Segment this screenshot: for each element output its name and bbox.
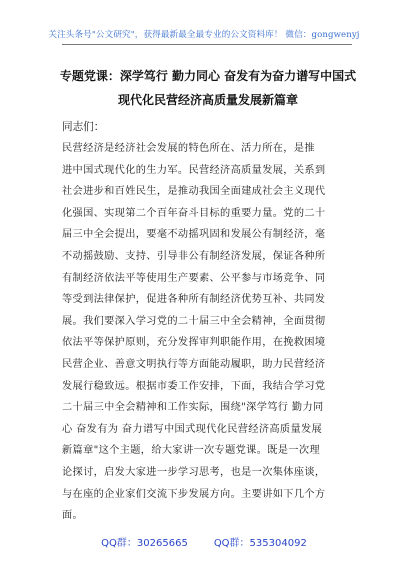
body-line: 依法平等保护原则，充分发挥审判职能作用，在挽救困境 [62,337,326,349]
body-line: 不动摇鼓励、支持、引导非公有制经济发展，保证各种所 [62,250,326,262]
document-title-line-2: 现代化民营经济高质量发展新篇章 [117,93,298,107]
body-line: 社会进步和百姓民生，是推动我国全面建成社会主义现代 [62,186,326,198]
footer-contact [0,534,408,549]
document-title [58,64,358,112]
body-line: 心 奋发有为 奋力谱写中国式现代化民营经济高质量发展 [62,423,323,435]
body-line: 民营经济是经济社会发展的特色所在、活力所在，是推 [62,143,315,154]
body-paragraph [62,138,358,527]
body-line: 届三中全会提出，要毫不动摇巩固和发展公有制经济，毫 [62,229,326,241]
body-line: 与在座的企业家们交流下步发展方向。主要讲如下几个方 [62,488,326,500]
body-line: 论探讨，启发大家进一步学习思考，也是一次集体座谈， [62,466,326,478]
body-line: 化强国、实现第二个百年奋斗目标的重要力量。党的二十 [62,207,326,219]
body-line: 有制经济依法平等使用生产要素、公平参与市场竞争、同 [62,272,326,284]
body-line: 进中国式现代化的生力军。民营经济高质量发展，关系到 [62,164,326,176]
body-line: 二十届三中全会精神和工作实际，围绕"深学笃行 勤力同 [62,402,324,414]
document-title-line-1: 专题党课：深学笃行 勤力同心 奋发有为奋力谱写中国式 [59,69,357,83]
header-promo-note: 关注头条号"公文研究"，获得最新最全最专业的公文资料库！ 微信：gongwenyj [48,30,360,40]
body-line: 民营企业、善意文明执行等方面能动履职，助力民营经济 [62,358,326,370]
body-line: 发展行稳致远。根据市委工作安排，下面，我结合学习党 [62,380,326,392]
header-divider [62,44,352,45]
body-line: 新篇章"这个主题，给大家讲一次专题党课。既是一次理 [62,445,320,457]
footer-qq-group-1: QQ群：30265665 [101,538,188,549]
footer-qq-group-2: QQ群：535304092 [213,538,307,549]
salutation: 同志们： [62,121,105,133]
body-line: 等受到法律保护，促进各种所有制经济优势互补、共同发 [62,294,326,306]
body-line: 展。我们要深入学习党的二十届三中全会精神，全面贯彻 [62,315,326,327]
body-line: 面。 [62,510,84,522]
